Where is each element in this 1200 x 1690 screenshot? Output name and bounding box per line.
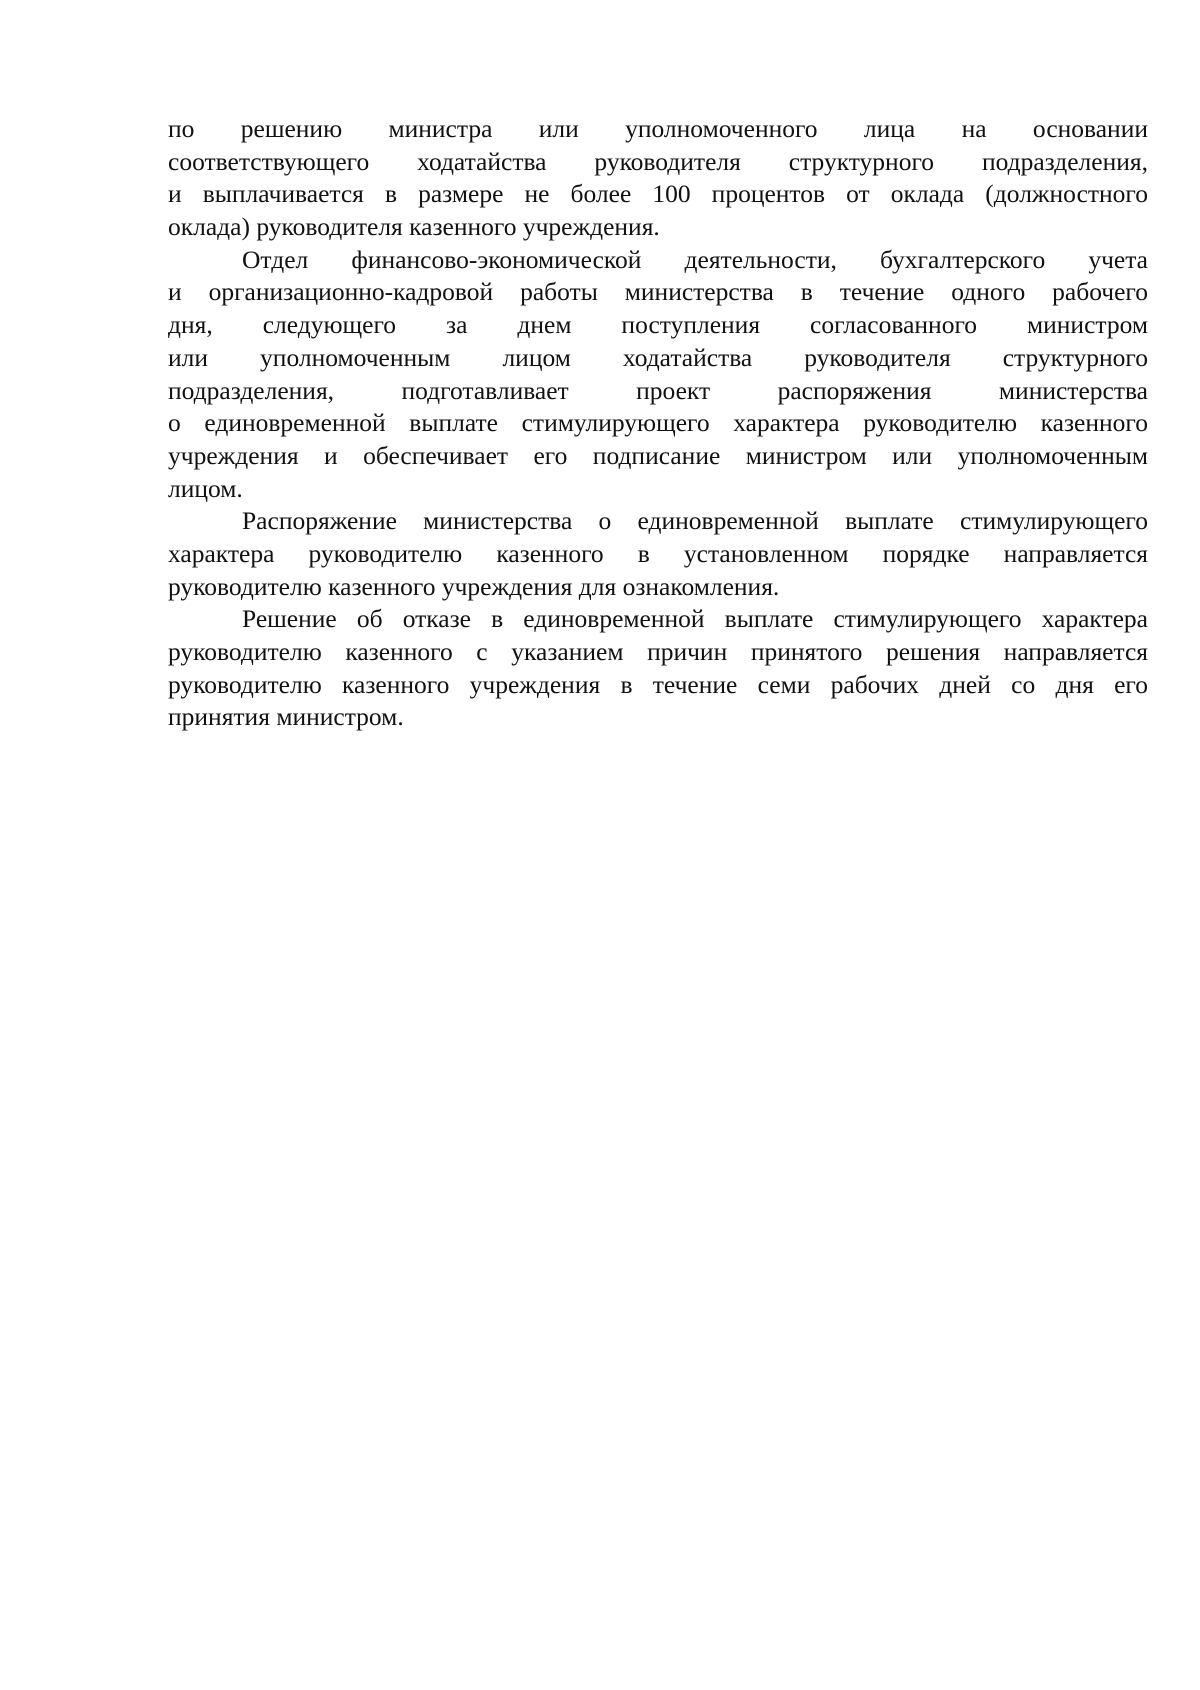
- text-line: Отдел финансово-экономической деятельности, бухгалтерского учета: [242, 244, 1148, 274]
- text-line: руководителю казенного учреждения в течение семи рабочих дней со дня его: [168, 669, 1148, 699]
- text-line: и выплачивается в размере не более 100 процентов от оклада (должностного: [168, 179, 1148, 209]
- text-line: Распоряжение министерства о единовременной выплате стимулирующего: [242, 506, 1148, 536]
- text-line: Решение об отказе в единовременной выплате стимулирующего характера: [242, 604, 1148, 634]
- paragraph-4: [168, 603, 1148, 734]
- paragraph-3: [168, 505, 1148, 603]
- text-line: соответствующего ходатайства руководителя структурного подразделения,: [168, 146, 1148, 176]
- text-line: руководителю казенного с указанием причин принятого решения направляется: [168, 637, 1148, 666]
- text-line: характера руководителю казенного в установленном порядке направляется: [168, 538, 1148, 568]
- text-line: дня, следующего за днем поступления согласованного министром: [168, 310, 1148, 340]
- text-line: и организационно-кадровой работы министерства в течение одного рабочего: [168, 277, 1148, 307]
- paragraph-2: [168, 244, 1148, 506]
- text-line: руководителю казенного учреждения для ознакомления.: [168, 571, 780, 601]
- text-line: о единовременной выплате стимулирующего характера руководителю казенного: [168, 408, 1148, 438]
- paragraph-1: [168, 113, 1148, 244]
- document-body: [168, 113, 1148, 734]
- text-line: принятия министром.: [168, 702, 404, 732]
- text-line: оклада) руководителя казенного учреждения.: [168, 212, 660, 242]
- text-line: или уполномоченным лицом ходатайства руководителя структурного: [168, 342, 1148, 372]
- text-line: лицом.: [168, 473, 243, 503]
- text-line: по решению министра или уполномоченного лица на основании: [168, 114, 1148, 143]
- text-line: подразделения, подготавливает проект распоряжения министерства: [168, 375, 1148, 405]
- text-line: учреждения и обеспечивает его подписание министром или уполномоченным: [168, 440, 1148, 470]
